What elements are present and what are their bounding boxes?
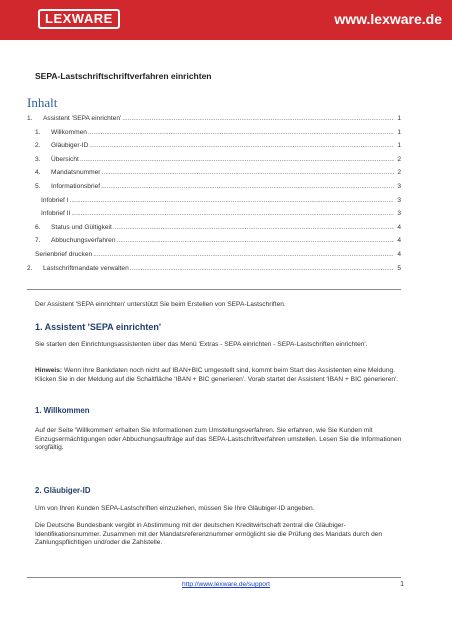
toc-entry-number: 4. [35,169,41,177]
page-header [0,0,452,40]
footer-separator [27,577,401,578]
toc-leader-dots [70,197,395,204]
toc-entry[interactable] [27,197,401,211]
toc-entry-page: 5 [397,264,401,272]
toc-entry-label: Informationsbrief [51,182,101,190]
hint-label: Hinweis: [35,367,63,374]
toc-leader-dots [93,251,394,258]
hint-text: Wenn Ihre Bankdaten noch nicht auf IBAN+BIC umgestellt sind, kommt beim Start des Assistenten eine Meldung. Klicken Sie in der Meldung auf die Schaltfläche 'IBAN + BIC generieren'. Vorab startet der Assistent 'IBAN + BIC generieren'. [35,367,399,383]
toc-entry-page: 4 [397,250,401,258]
toc-heading: Inhalt [27,95,58,110]
willkommen-text: Auf der Seite 'Willkommen' erhalten Sie Informationen zum Umstellungsverfahren. Sie erfahren, wie Sie Kunden mit Einzugsermächtigungen oder Abbuchungsaufträge auf das SEPA-Lastschriftverfahren umstellen. Lesen Sie die Informationen sorgfältig. [35,427,402,452]
toc-entry[interactable] [27,224,401,238]
toc-entry-page: 2 [397,169,401,177]
toc-entry[interactable] [27,169,401,183]
toc-entry-number: 5. [35,182,41,190]
toc-entry[interactable] [27,183,401,197]
glaeubiger-text-2: Die Deutsche Bundesbank vergibt in Abstimmung mit der deutschen Kreditwirtschaft zentral die Gläubiger-Identifikationsnummer. Zusammen mit der Mandatsreferenznummer ermöglicht sie die Prüfung des Mandats durch den Zahlungspflichtigen und/oder die Zahlstelle. [35,522,383,547]
toc-entry-page: 3 [397,210,401,218]
separator-line [27,289,401,290]
toc-entry-page: 2 [397,155,401,163]
toc-entry-number: 3. [35,155,41,163]
toc-entry-number: 1. [35,128,41,136]
toc-leader-dots [101,169,394,176]
toc-entry-page: 1 [397,128,401,136]
toc-entry[interactable] [27,142,401,156]
toc-entry-label: Assistent 'SEPA einrichten' [43,115,122,122]
toc-entry-page: 1 [397,115,401,122]
toc-entry-page: 4 [397,223,401,231]
toc-entry-label: Mandatsnummer [51,169,101,177]
document-title: SEPA-Lastschriftschriftverfahren einrichten [35,71,212,81]
toc-entry[interactable] [27,129,401,143]
toc-entry[interactable] [27,115,401,129]
lexware-logo: LEXWARE [38,9,120,29]
toc-entry-number: 2. [35,142,41,150]
section-heading-assistent: 1. Assistent 'SEPA einrichten' [35,322,161,332]
toc-entry-page: 4 [397,237,401,245]
section-heading-glaeubiger: 2. Gläubiger-ID [35,486,91,495]
toc-entry-label: Gläubiger-ID [51,142,89,150]
toc-entry-page: 1 [397,142,401,150]
toc-leader-dots [122,115,394,122]
toc-leader-dots [89,142,394,149]
toc-entry-label: Infobrief I [41,196,69,204]
toc-entry[interactable] [27,237,401,251]
toc-entry-number: 7. [35,237,41,245]
toc-entry-number: 2. [27,264,33,272]
toc-entry-page: 3 [397,196,401,204]
toc-leader-dots [71,210,394,217]
toc-entry-page: 3 [397,182,401,190]
table-of-contents [27,115,401,278]
toc-leader-dots [130,265,394,272]
toc-entry-label: Willkommen [51,128,87,136]
section-assistent-text: Sie starten den Einrichtungsassistenten über das Menü 'Extras - SEPA einrichten - SEPA-Lastschriften einrichten'. [35,341,368,348]
toc-leader-dots [88,129,394,136]
toc-entry-number: 1. [27,115,33,122]
toc-entry[interactable] [27,251,401,265]
toc-entry-label: Infobrief II [41,210,71,218]
toc-leader-dots [80,156,394,163]
toc-leader-dots [101,183,394,190]
section-heading-willkommen: 1. Willkommen [35,406,90,415]
toc-entry[interactable] [27,265,401,279]
toc-entry[interactable] [27,156,401,170]
toc-entry-label: Lastschriftmandate verwalten [43,264,129,272]
hint-paragraph [35,367,405,384]
toc-entry[interactable] [27,210,401,224]
toc-leader-dots [113,224,394,231]
page-number: 1 [400,581,404,588]
toc-entry-label: Serienbrief drucken [35,250,93,258]
header-url: www.lexware.de [334,11,442,27]
toc-entry-number: 6. [35,223,41,231]
toc-entry-label: Übersicht [51,155,79,163]
toc-entry-label: Status und Gültigkeit [51,223,112,231]
support-link[interactable]: http://www.lexware.de/support [182,581,270,588]
glaeubiger-text-1: Um von Ihren Kunden SEPA-Lastschriften einzuziehen, müssen Sie Ihre Gläubiger-ID angeben. [35,505,315,512]
toc-leader-dots [117,237,394,244]
intro-text: Der Assistent 'SEPA einrichten' unterstützt Sie beim Erstellen von SEPA-Lastschriften. [35,301,286,308]
toc-entry-label: Abbuchungsverfahren [51,237,116,245]
